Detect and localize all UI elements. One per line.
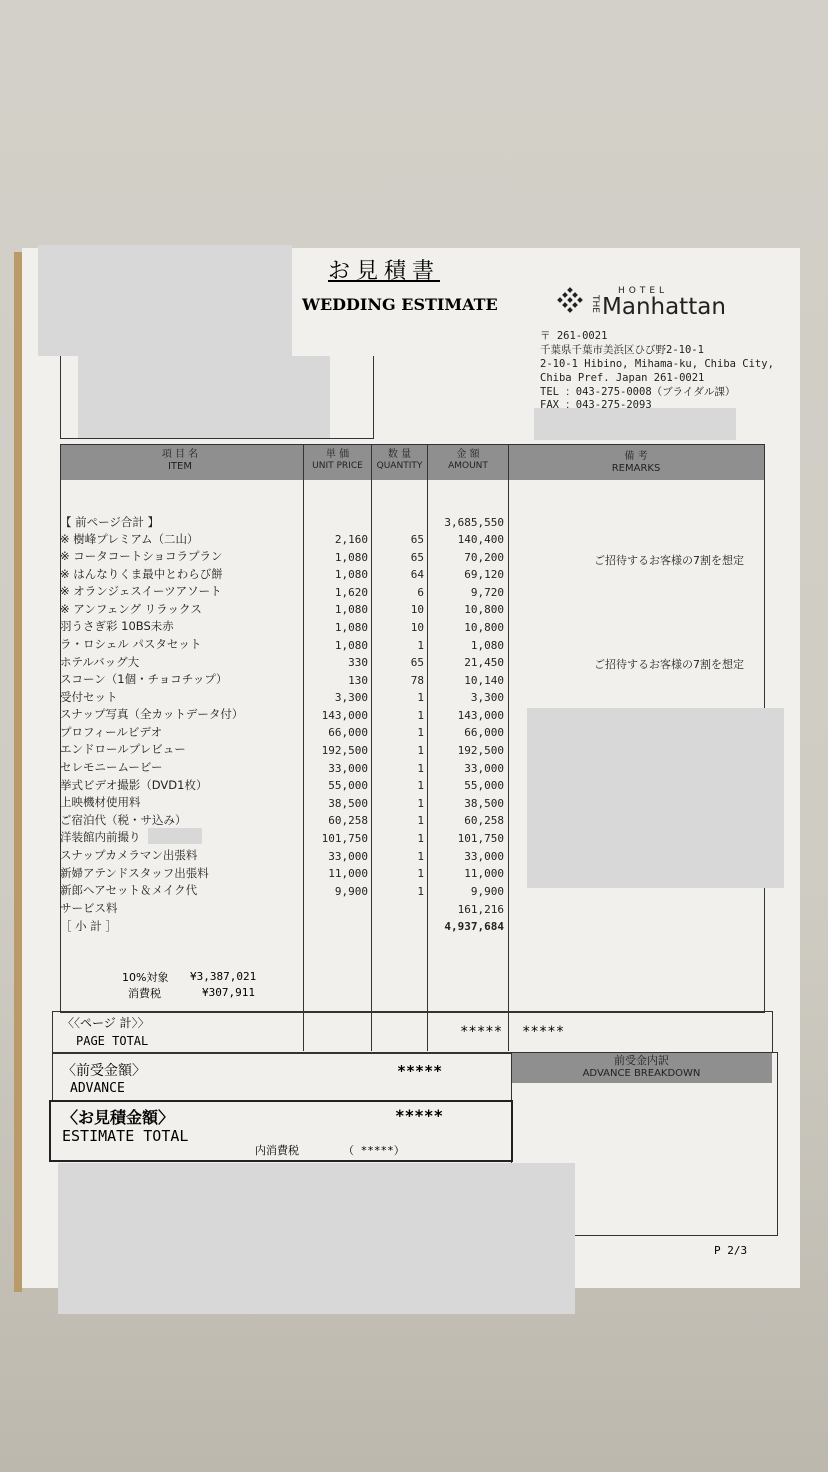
- table-row-amount: 140,400: [457, 533, 504, 546]
- paper-edge: [14, 252, 22, 1292]
- table-row-qty: 64: [410, 568, 424, 581]
- table-row-amount: 10,800: [464, 603, 504, 616]
- table-row-item: 新婦アテンドスタッフ出張料: [60, 866, 209, 880]
- table-row-qty: 1: [417, 709, 424, 722]
- table-row-item: セレモニームービー: [60, 760, 163, 774]
- tax-included-value: （ *****）: [343, 1144, 405, 1157]
- advance-label-en: ADVANCE: [70, 1081, 125, 1096]
- table-row-amount: 11,000: [464, 867, 504, 880]
- table-row-amount: 9,900: [470, 885, 504, 898]
- document-title-en: WEDDING ESTIMATE: [302, 295, 498, 314]
- table-row-price: 33,000: [328, 762, 368, 775]
- table-row-price: 33,000: [328, 850, 368, 863]
- table-row-price: 1,080: [334, 568, 368, 581]
- table-row-item: 挙式ビデオ撮影（DVD1枚）: [60, 778, 208, 792]
- table-row-price: 55,000: [328, 779, 368, 792]
- col-remarks-header-en: REMARKS: [611, 463, 661, 474]
- table-row-qty: 1: [417, 832, 424, 845]
- table-row-amount: 101,750: [457, 832, 504, 845]
- table-row-amount: 10,800: [464, 621, 504, 634]
- table-row-price: 1,080: [334, 603, 368, 616]
- table-row-item: ※ コータコートショコラプラン: [60, 549, 223, 563]
- tax-label: 消費税: [128, 987, 161, 1000]
- table-row-amount: 60,258: [464, 814, 504, 827]
- table-row-qty: 65: [410, 551, 424, 564]
- table-row-qty: 1: [417, 850, 424, 863]
- table-row-item: スナップカメラマン出張料: [60, 848, 198, 862]
- col-item-header-en: ITEM: [167, 461, 192, 472]
- redaction-block: [78, 356, 330, 438]
- table-row-item: スコーン（1個・チョコチップ）: [60, 672, 228, 686]
- table-row-qty: 1: [417, 779, 424, 792]
- hotel-name: Manhattan: [602, 294, 726, 320]
- hotel-logo-icon: [555, 287, 585, 317]
- table-row-remark: ご招待するお客様の7割を想定: [594, 554, 744, 567]
- table-row-price: 1,080: [334, 639, 368, 652]
- table-row-qty: 78: [410, 674, 424, 687]
- table-row-qty: 1: [417, 762, 424, 775]
- table-row-qty: 1: [417, 797, 424, 810]
- redaction-block: [527, 708, 784, 888]
- advance-breakdown-label-jp: 前受金内訳: [614, 1054, 669, 1067]
- tax-value: ¥307,911: [202, 986, 255, 999]
- col-qty-header-jp: 数 量: [387, 449, 412, 460]
- table-row-item: 羽うさぎ彩 10BS未赤: [60, 619, 174, 633]
- table-row-item: ※ オランジェスイーツアソート: [60, 584, 222, 598]
- table-row-item: 上映機材使用料: [60, 795, 141, 809]
- table-row-item: ※ 樹峰プレミアム（二山）: [60, 532, 199, 546]
- table-row-qty: 1: [417, 639, 424, 652]
- col-remarks-header-jp: 備 考: [624, 451, 648, 462]
- table-row-amount: 10,140: [464, 674, 504, 687]
- table-row-item: スナップ写真（全カットデータ付）: [60, 707, 244, 721]
- table-row-remark: ご招待するお客様の7割を想定: [594, 658, 744, 671]
- table-row-amount: 161,216: [457, 903, 504, 916]
- table-row-amount: 1,080: [470, 639, 504, 652]
- table-row-price: 3,300: [334, 691, 368, 704]
- table-row-price: 1,080: [334, 551, 368, 564]
- advance-label-jp: 〈前受金額〉: [62, 1063, 146, 1079]
- table-row-price: 38,500: [328, 797, 368, 810]
- table-row-item: ※ はんなりくま最中とわらび餅: [60, 567, 223, 581]
- page-total-label-en: PAGE TOTAL: [76, 1034, 149, 1048]
- table-row-price: 143,000: [321, 709, 368, 722]
- page-total-remark: *****: [522, 1024, 565, 1040]
- table-row-item: 受付セット: [60, 690, 118, 704]
- table-row-item: サービス料: [60, 901, 118, 915]
- table-row-amount: 66,000: [464, 726, 504, 739]
- table-row-price: 11,000: [328, 867, 368, 880]
- table-row-amount: 55,000: [464, 779, 504, 792]
- table-row-amount: 38,500: [464, 797, 504, 810]
- page-number: P 2/3: [714, 1244, 748, 1257]
- subtotal-label: ［ 小 計 ］: [60, 919, 117, 933]
- redaction-block: [58, 1163, 575, 1314]
- page-total-amount: *****: [460, 1024, 503, 1040]
- table-row-price: 1,620: [334, 586, 368, 599]
- page-total-label-jp: 〈〈ページ 計〉〉: [62, 1016, 150, 1030]
- table-row-price: 66,000: [328, 726, 368, 739]
- table-row-item: ご宿泊代（税・サ込み）: [60, 813, 187, 827]
- table-row-amount: 21,450: [464, 656, 504, 669]
- table-row-amount: 3,685,550: [444, 516, 504, 529]
- table-row-amount: 33,000: [464, 762, 504, 775]
- col-item-header-jp: 項 目 名: [161, 449, 199, 460]
- subtotal-amount: 4,937,684: [444, 920, 504, 933]
- table-row-amount: 9,720: [470, 586, 504, 599]
- table-row-item: エンドロールプレビュー: [60, 742, 186, 756]
- table-row-item: ホテルバッグ大: [60, 655, 140, 669]
- advance-breakdown-label-en: ADVANCE BREAKDOWN: [582, 1068, 701, 1079]
- table-row-qty: 10: [410, 603, 424, 616]
- table-row-amount: 69,120: [464, 568, 504, 581]
- table-row-price: 192,500: [321, 744, 368, 757]
- table-row-price: 1,080: [334, 621, 368, 634]
- table-row-amount: 33,000: [464, 850, 504, 863]
- table-row-qty: 6: [417, 586, 424, 599]
- table-row-item: 【 前ページ合計 】: [60, 515, 160, 529]
- table-row-amount: 70,200: [464, 551, 504, 564]
- table-row-qty: 1: [417, 691, 424, 704]
- hotel-address-line: Chiba Pref. Japan 261-0021: [540, 372, 705, 384]
- table-row-item: プロフィールビデオ: [60, 725, 163, 739]
- hotel-address-line: 2-10-1 Hibino, Mihama-ku, Chiba City,: [540, 358, 774, 370]
- table-row-item: ラ・ロシェル パスタセット: [60, 637, 202, 651]
- table-row-qty: 10: [410, 621, 424, 634]
- col-price-header-jp: 単 価: [325, 449, 350, 460]
- col-amount-header-en: AMOUNT: [448, 461, 488, 471]
- page-total-row: [52, 1011, 773, 1053]
- hotel-label: HOTEL: [618, 286, 669, 296]
- table-row-amount: 3,300: [470, 691, 504, 704]
- hotel-phone: TEL ：043-275-0008（ブライダル課）: [540, 386, 736, 398]
- table-row-price: 330: [348, 656, 368, 669]
- hotel-fax: FAX ：043-275-2093: [540, 399, 652, 411]
- redaction-block: [534, 408, 736, 440]
- advance-amount: *****: [397, 1062, 443, 1080]
- col-amount-header-jp: 金 額: [456, 449, 480, 460]
- table-row-qty: 1: [417, 885, 424, 898]
- tax-target-value: ¥3,387,021: [190, 970, 257, 983]
- tax-target-label: 10%対象: [122, 971, 169, 984]
- redaction-block: [148, 828, 202, 844]
- table-row-price: 101,750: [321, 832, 368, 845]
- table-row-qty: 1: [417, 867, 424, 880]
- redaction-block: [38, 245, 292, 356]
- table-row-qty: 65: [410, 533, 424, 546]
- table-row-price: 9,900: [334, 885, 368, 898]
- table-row-qty: 65: [410, 656, 424, 669]
- document-title-jp: お見積書: [328, 259, 441, 284]
- table-row-price: 130: [348, 674, 368, 687]
- table-row-price: 60,258: [328, 814, 368, 827]
- table-row-qty: 1: [417, 814, 424, 827]
- estimate-total-label-en: ESTIMATE TOTAL: [62, 1127, 189, 1145]
- table-row-qty: 1: [417, 744, 424, 757]
- tax-included-label: 内消費税: [255, 1144, 299, 1157]
- table-row-price: 2,160: [334, 533, 368, 546]
- table-row-amount: 143,000: [457, 709, 504, 722]
- estimate-total-label-jp: 〈お見積金額〉: [62, 1108, 175, 1127]
- table-row-item: 洋装館内前撮り: [60, 830, 141, 844]
- col-qty-header-en: QUANTITY: [376, 461, 423, 471]
- estimate-total-amount: *****: [395, 1106, 444, 1125]
- table-row-item: ※ アンフェング リラックス: [60, 602, 202, 616]
- hotel-address-line: 千葉県千葉市美浜区ひび野2-10-1: [540, 344, 704, 356]
- col-price-header-en: UNIT PRICE: [312, 461, 363, 471]
- table-row-item: 新郎ヘアセット＆メイク代: [60, 883, 198, 897]
- hotel-the-label: THE: [590, 295, 600, 313]
- hotel-address-line: 〒 261-0021: [540, 330, 608, 342]
- table-row-amount: 192,500: [457, 744, 504, 757]
- table-row-qty: 1: [417, 726, 424, 739]
